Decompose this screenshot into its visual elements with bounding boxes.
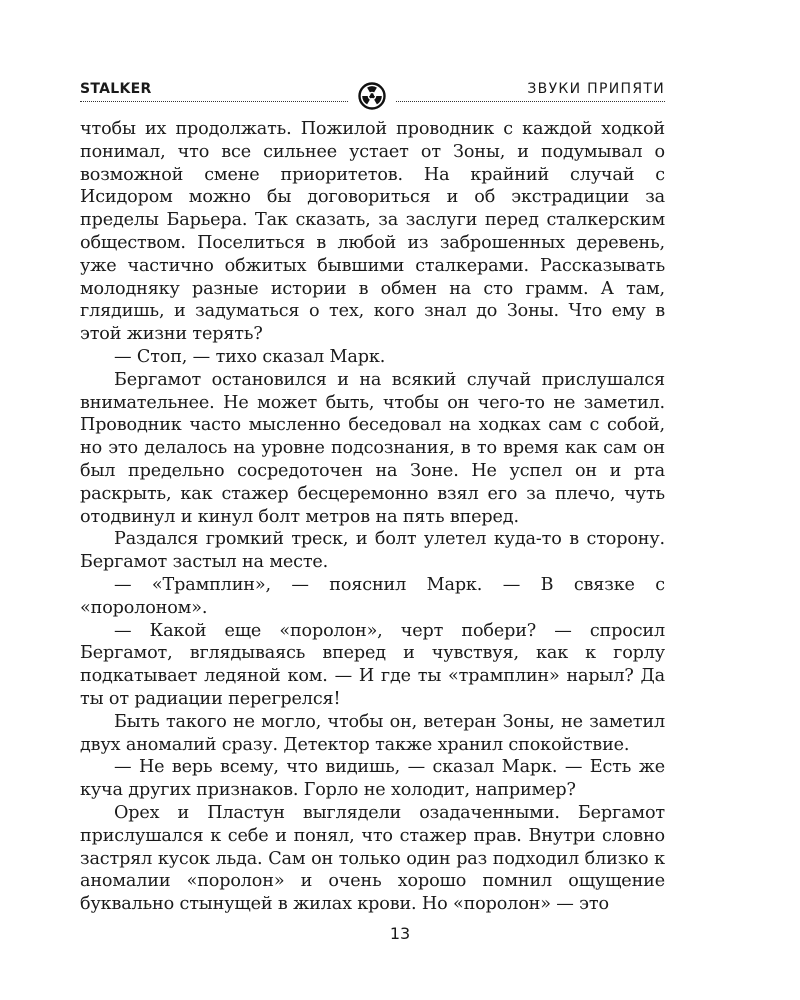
header-rule-left [80, 101, 348, 102]
radiation-icon [358, 82, 386, 110]
paragraph: Быть такого не могло, чтобы он, ветеран Зоны, не заметил двух аномалий сразу. Детектор также хранил спокойствие. [80, 711, 665, 755]
paragraph: Бергамот остановился и на всякий случай прислушался внимательнее. Не может быть, чтобы он чего-то не заметил. Проводник часто мысленно беседовал на ходках сам с собой, но это делалось на уровне подсознания, в то время как сам он был предельно сосредоточен на Зоне. Не успел он и рта раскрыть, как стажер бесцеремонно взял его за плечо, чуть отодвинул и кинул болт метров на пять вперед. [80, 369, 665, 527]
paragraph: Орех и Пластун выглядели озадаченными. Бергамот прислушался к себе и понял, что стажер прав. Внутри словно застрял кусок льда. Сам он только один раз подходил близко к аномалии «поролон» и очень хорошо помнил ощущение буквально стынущей в жилах крови. Но «поролон» — это [80, 802, 665, 915]
book-title: ЗВУКИ ПРИПЯТИ [527, 81, 665, 97]
header-rule-right [396, 101, 665, 102]
page-number: 13 [389, 924, 411, 943]
series-name: STALKER [80, 81, 152, 97]
paragraph: чтобы их продолжать. Пожилой проводник с каждой ходкой понимал, что все сильнее устает от Зоны, и подумывал о возможной смене приоритетов. На крайний случай с Исидором можно бы договориться и об экстрадиции за пределы Барьера. Так сказать, за заслуги перед сталкерским обществом. Поселиться в любой из заброшенных деревень, уже частично обжитых бывшими сталкерами. Рассказывать молодняку разные истории в обмен на сто грамм. А там, глядишь, и задуматься о тех, кого знал до Зоны. Что ему в этой жизни терять? [80, 119, 665, 345]
running-header [80, 80, 665, 102]
paragraph: — Стоп, — тихо сказал Марк. [114, 346, 386, 367]
body-text [80, 118, 665, 916]
paragraph: Раздался громкий треск, и болт улетел куда-то в сторону. Бергамот застыл на месте. [80, 529, 665, 573]
paragraph: — Не верь всему, что видишь, — сказал Марк. — Есть же куча других признаков. Горло не холодит, например? [80, 757, 665, 801]
paragraph: — Какой еще «поролон», черт побери? — спросил Бергамот, вглядываясь вперед и чувствуя, как к горлу подкатывает ледяной ком. — И где ты «трамплин» нарыл? Да ты от радиации перегрелся! [80, 620, 665, 709]
paragraph: — «Трамплин», — пояснил Марк. — В связке с «поролоном». [80, 574, 665, 618]
